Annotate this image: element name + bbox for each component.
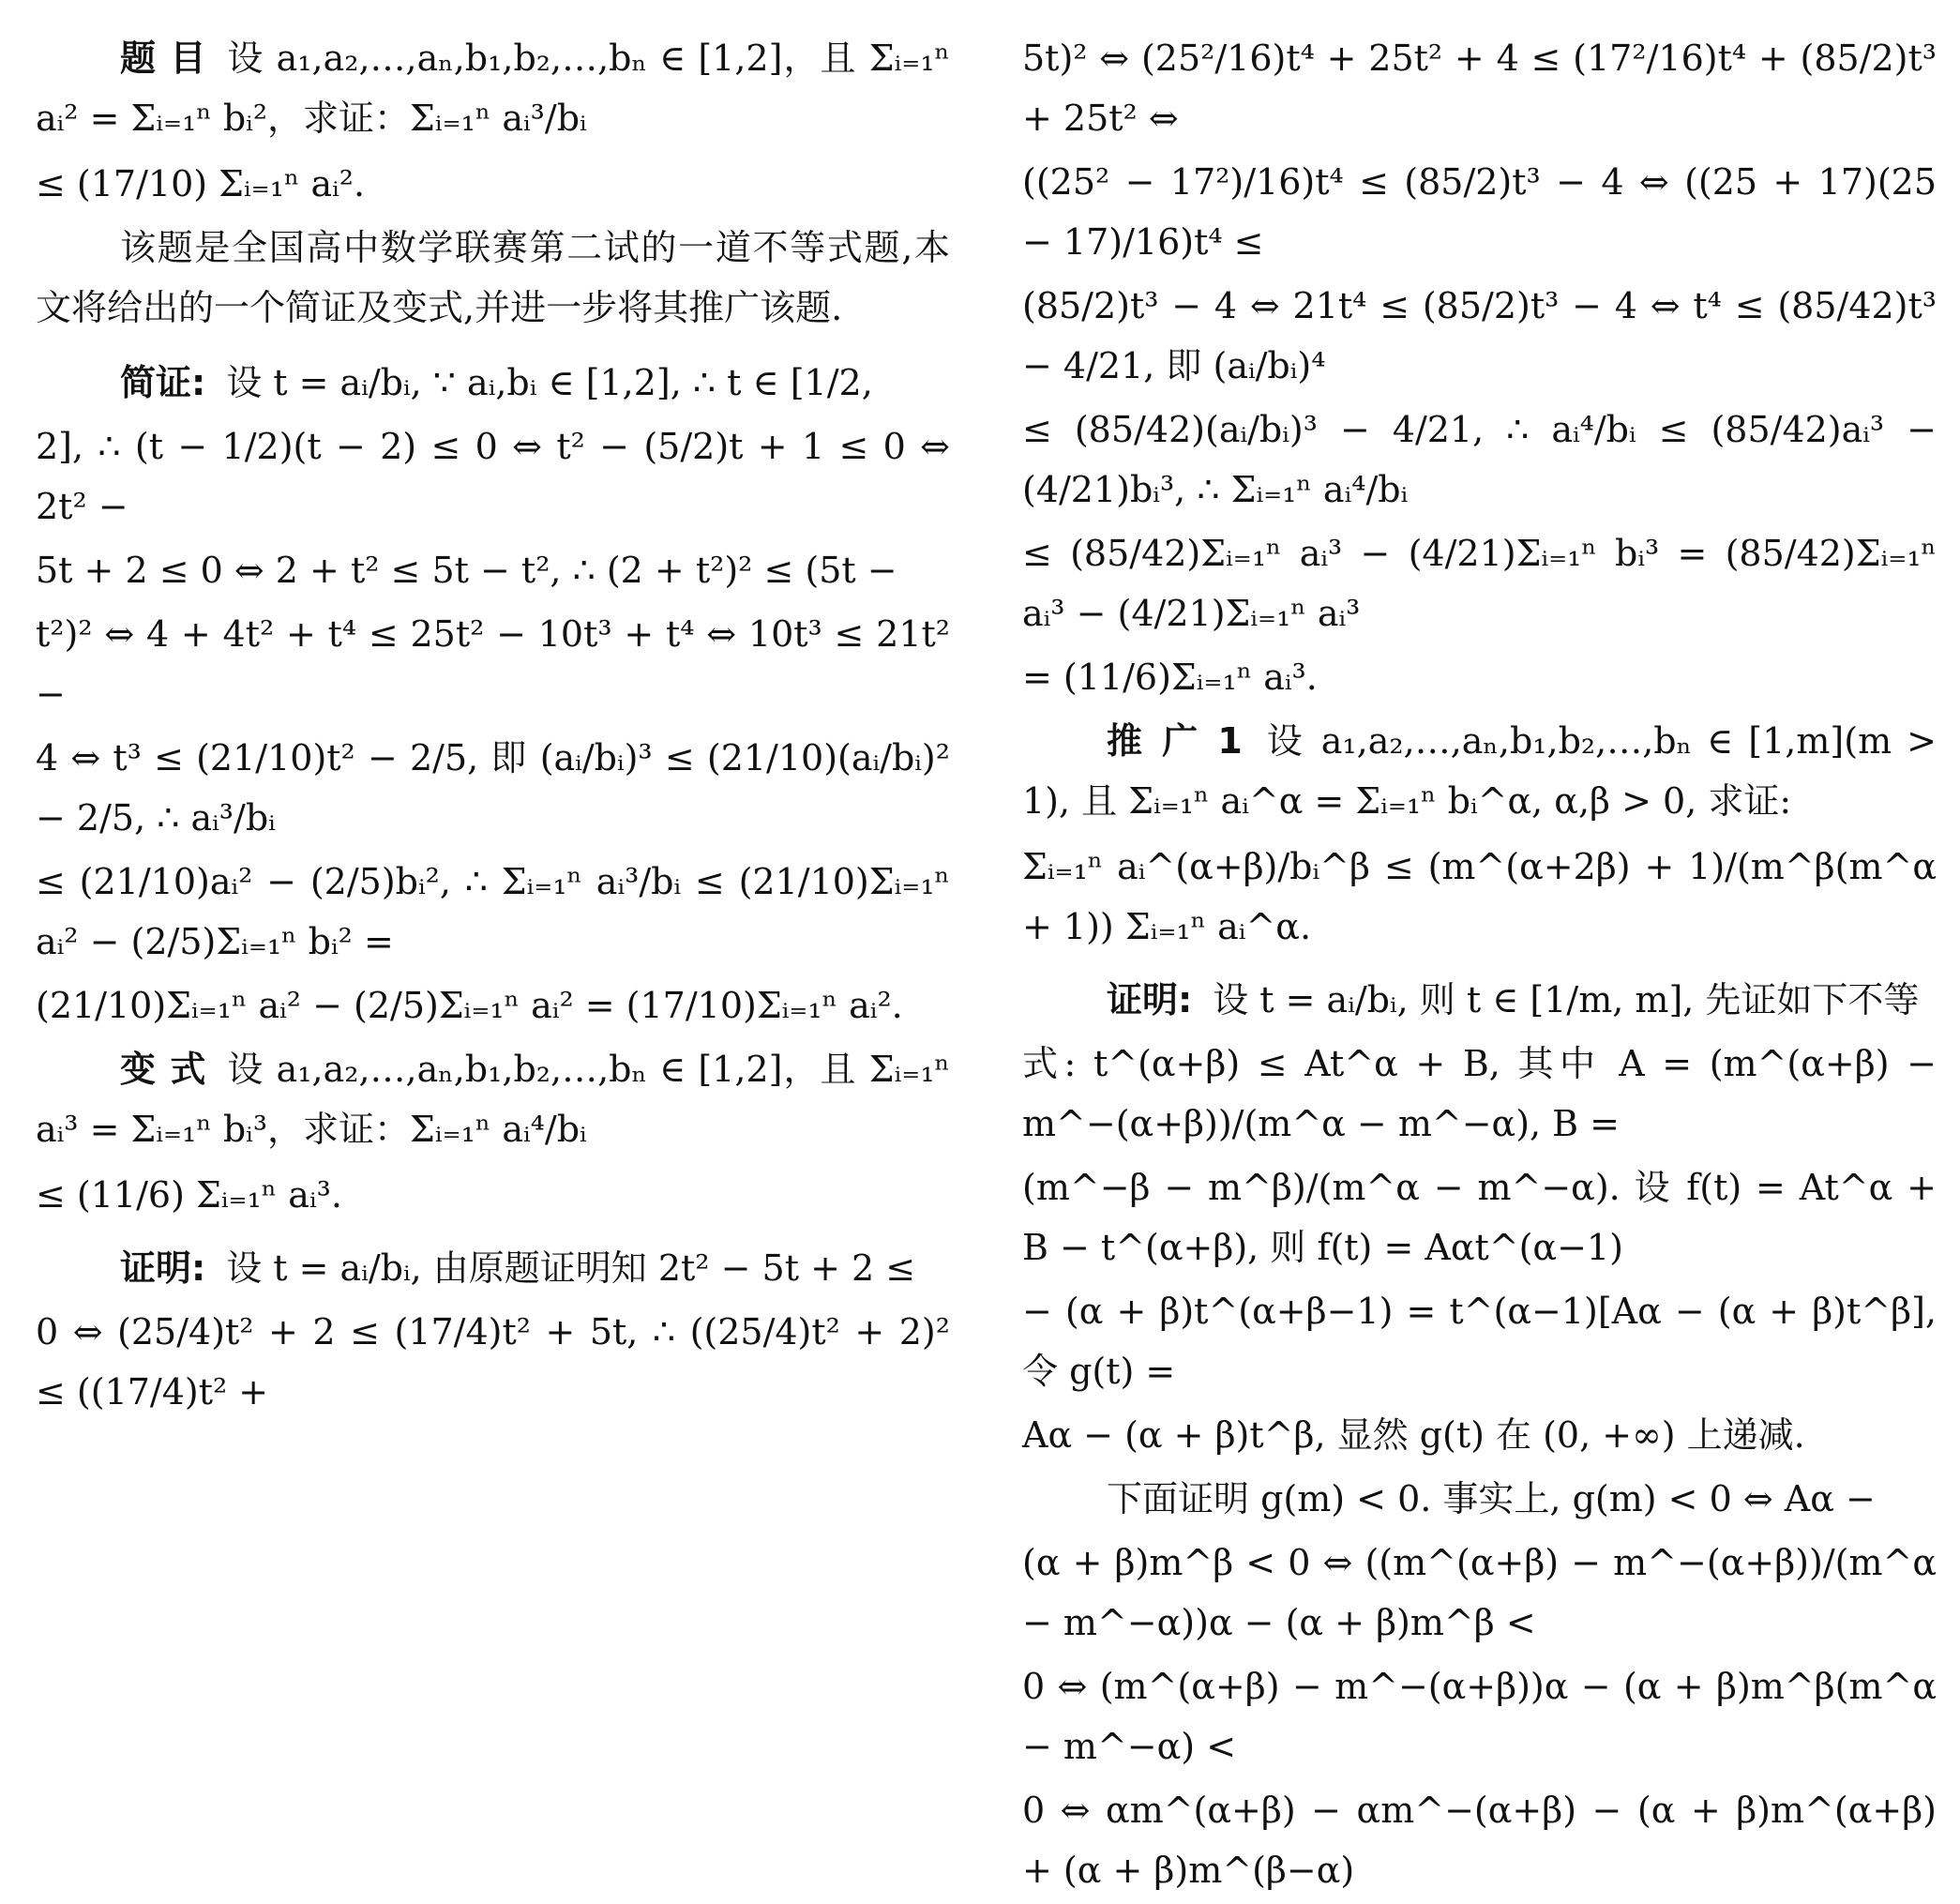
problem-equation: ≤ (17/10) Σᵢ₌₁ⁿ aᵢ². [36, 163, 366, 204]
proof-heading: 简证: [120, 362, 206, 403]
right-column [1022, 28, 1937, 1904]
proof-line-7: (21/10)Σᵢ₌₁ⁿ aᵢ² − (2/5)Σᵢ₌₁ⁿ aᵢ² = (17/10)Σᵢ₌₁ⁿ aᵢ². [36, 985, 903, 1026]
generalization-paragraph [1022, 711, 1937, 831]
gen-proof-line-9: 0 ⇔ αm^(α+β) − αm^−(α+β) − (α + β)m^(α+β) + (α + β)m^(β−α) [1022, 1790, 1937, 1891]
proof-line-3: 5t + 2 ≤ 0 ⇔ 2 + t² ≤ 5t − t², ∴ (2 + t²)² ≤ (5t − [36, 550, 897, 591]
proof-line-5: 4 ⇔ t³ ≤ (21/10)t² − 2/5, 即 (aᵢ/bᵢ)³ ≤ (21/10)(aᵢ/bᵢ)² − 2/5, ∴ aᵢ³/bᵢ [36, 737, 950, 839]
generalization-equation: Σᵢ₌₁ⁿ aᵢ^(α+β)/bᵢ^β ≤ (m^(α+2β) + 1)/(m^β(m^α + 1)) Σᵢ₌₁ⁿ aᵢ^α. [1022, 846, 1937, 947]
proof-line-4: t²)² ⇔ 4 + 4t² + t⁴ ≤ 25t² − 10t³ + t⁴ ⇔ 10t³ ≤ 21t² − [36, 613, 950, 715]
intro-paragraph: 该题是全国高中数学联赛第二试的一道不等式题,本文将给出的一个简证及变式,并进一步将其推广该题. [36, 227, 950, 328]
problem-paragraph [36, 28, 950, 148]
problem-heading: 题 目 [120, 38, 207, 79]
right-line-4: ≤ (85/42)(aᵢ/bᵢ)³ − 4/21, ∴ aᵢ⁴/bᵢ ≤ (85/42)aᵢ³ − (4/21)bᵢ³, ∴ Σᵢ₌₁ⁿ aᵢ⁴/bᵢ [1022, 409, 1937, 510]
variant-heading: 变 式 [120, 1049, 207, 1090]
right-line-3: (85/2)t³ − 4 ⇔ 21t⁴ ≤ (85/2)t³ − 4 ⇔ t⁴ ≤ (85/42)t³ − 4/21, 即 (aᵢ/bᵢ)⁴ [1022, 285, 1937, 386]
gen-proof-line-8: 0 ⇔ (m^(α+β) − m^−(α+β))α − (α + β)m^β(m^α − m^−α) < [1022, 1666, 1937, 1767]
proof-line-1-text: 设 t = aᵢ/bᵢ, ∵ aᵢ,bᵢ ∈ [1,2], ∴ t ∈ [1/2, [226, 362, 873, 403]
variant-equation: ≤ (11/6) Σᵢ₌₁ⁿ aᵢ³. [36, 1174, 342, 1216]
gen-proof-line-4: − (α + β)t^(α+β−1) = t^(α−1)[Aα − (α + β)t^β], 令 g(t) = [1022, 1291, 1937, 1392]
proof-line-2: 2], ∴ (t − 1/2)(t − 2) ≤ 0 ⇔ t² − (5/2)t + 1 ≤ 0 ⇔ 2t² − [36, 426, 950, 527]
gen-proof-line-1-text: 设 t = aᵢ/bᵢ, 则 t ∈ [1/m, m], 先证如下不等 [1213, 979, 1920, 1020]
gen-proof-line-7: (α + β)m^β < 0 ⇔ ((m^(α+β) − m^−(α+β))/(m^α − m^−α))α − (α + β)m^β < [1022, 1542, 1937, 1643]
generalization-statement: 设 a₁,a₂,…,aₙ,b₁,b₂,…,bₙ ∈ [1,m](m > 1), 且 Σᵢ₌₁ⁿ aᵢ^α = Σᵢ₌₁ⁿ bᵢ^α, α,β > 0, 求证: [1022, 720, 1937, 822]
problem-statement: 设 a₁,a₂,…,aₙ,b₁,b₂,…,bₙ ∈ [1,2]，且 Σᵢ₌₁ⁿ aᵢ² = Σᵢ₌₁ⁿ bᵢ²，求证：Σᵢ₌₁ⁿ aᵢ³/bᵢ [36, 38, 950, 139]
generalization-heading: 推 广 1 [1107, 720, 1243, 762]
right-line-2: ((25² − 17²)/16)t⁴ ≤ (85/2)t³ − 4 ⇔ ((25 + 17)(25 − 17)/16)t⁴ ≤ [1022, 161, 1937, 263]
variant-proof-line-1 [36, 1238, 950, 1298]
variant-proof-line-1-text: 设 t = aᵢ/bᵢ, 由原题证明知 2t² − 5t + 2 ≤ [226, 1247, 916, 1289]
gen-proof-line-6: 下面证明 g(m) < 0. 事实上, g(m) < 0 ⇔ Aα − [1107, 1478, 1876, 1519]
right-line-6: = (11/6)Σᵢ₌₁ⁿ aᵢ³. [1022, 657, 1318, 698]
gen-proof-line-3: (m^−β − m^β)/(m^α − m^−α). 设 f(t) = At^α + B − t^(α+β), 则 f(t) = Aαt^(α−1) [1022, 1167, 1937, 1268]
variant-proof-heading: 证明: [120, 1247, 206, 1289]
variant-statement: 设 a₁,a₂,…,aₙ,b₁,b₂,…,bₙ ∈ [1,2]，且 Σᵢ₌₁ⁿ aᵢ³ = Σᵢ₌₁ⁿ bᵢ³，求证：Σᵢ₌₁ⁿ aᵢ⁴/bᵢ [36, 1049, 950, 1150]
gen-proof-heading: 证明: [1107, 979, 1193, 1020]
right-line-1: 5t)² ⇔ (25²/16)t⁴ + 25t² + 4 ≤ (17²/16)t⁴ + (85/2)t³ + 25t² ⇔ [1022, 38, 1937, 139]
proof-line-6: ≤ (21/10)aᵢ² − (2/5)bᵢ², ∴ Σᵢ₌₁ⁿ aᵢ³/bᵢ ≤ (21/10)Σᵢ₌₁ⁿ aᵢ² − (2/5)Σᵢ₌₁ⁿ bᵢ² = [36, 861, 950, 962]
proof-line-1 [36, 353, 950, 413]
gen-proof-line-1 [1022, 970, 1937, 1030]
right-line-5: ≤ (85/42)Σᵢ₌₁ⁿ aᵢ³ − (4/21)Σᵢ₌₁ⁿ bᵢ³ = (85/42)Σᵢ₌₁ⁿ aᵢ³ − (4/21)Σᵢ₌₁ⁿ aᵢ³ [1022, 533, 1937, 634]
left-column [36, 28, 950, 1426]
gen-proof-line-2: 式: t^(α+β) ≤ At^α + B, 其中 A = (m^(α+β) − m^−(α+β))/(m^α − m^−α), B = [1022, 1043, 1937, 1144]
variant-proof-line-2: 0 ⇔ (25/4)t² + 2 ≤ (17/4)t² + 5t, ∴ ((25/4)t² + 2)² ≤ ((17/4)t² + [36, 1311, 950, 1413]
gen-proof-line-5: Aα − (α + β)t^β, 显然 g(t) 在 (0, +∞) 上递减. [1022, 1414, 1805, 1456]
variant-paragraph [36, 1039, 950, 1159]
